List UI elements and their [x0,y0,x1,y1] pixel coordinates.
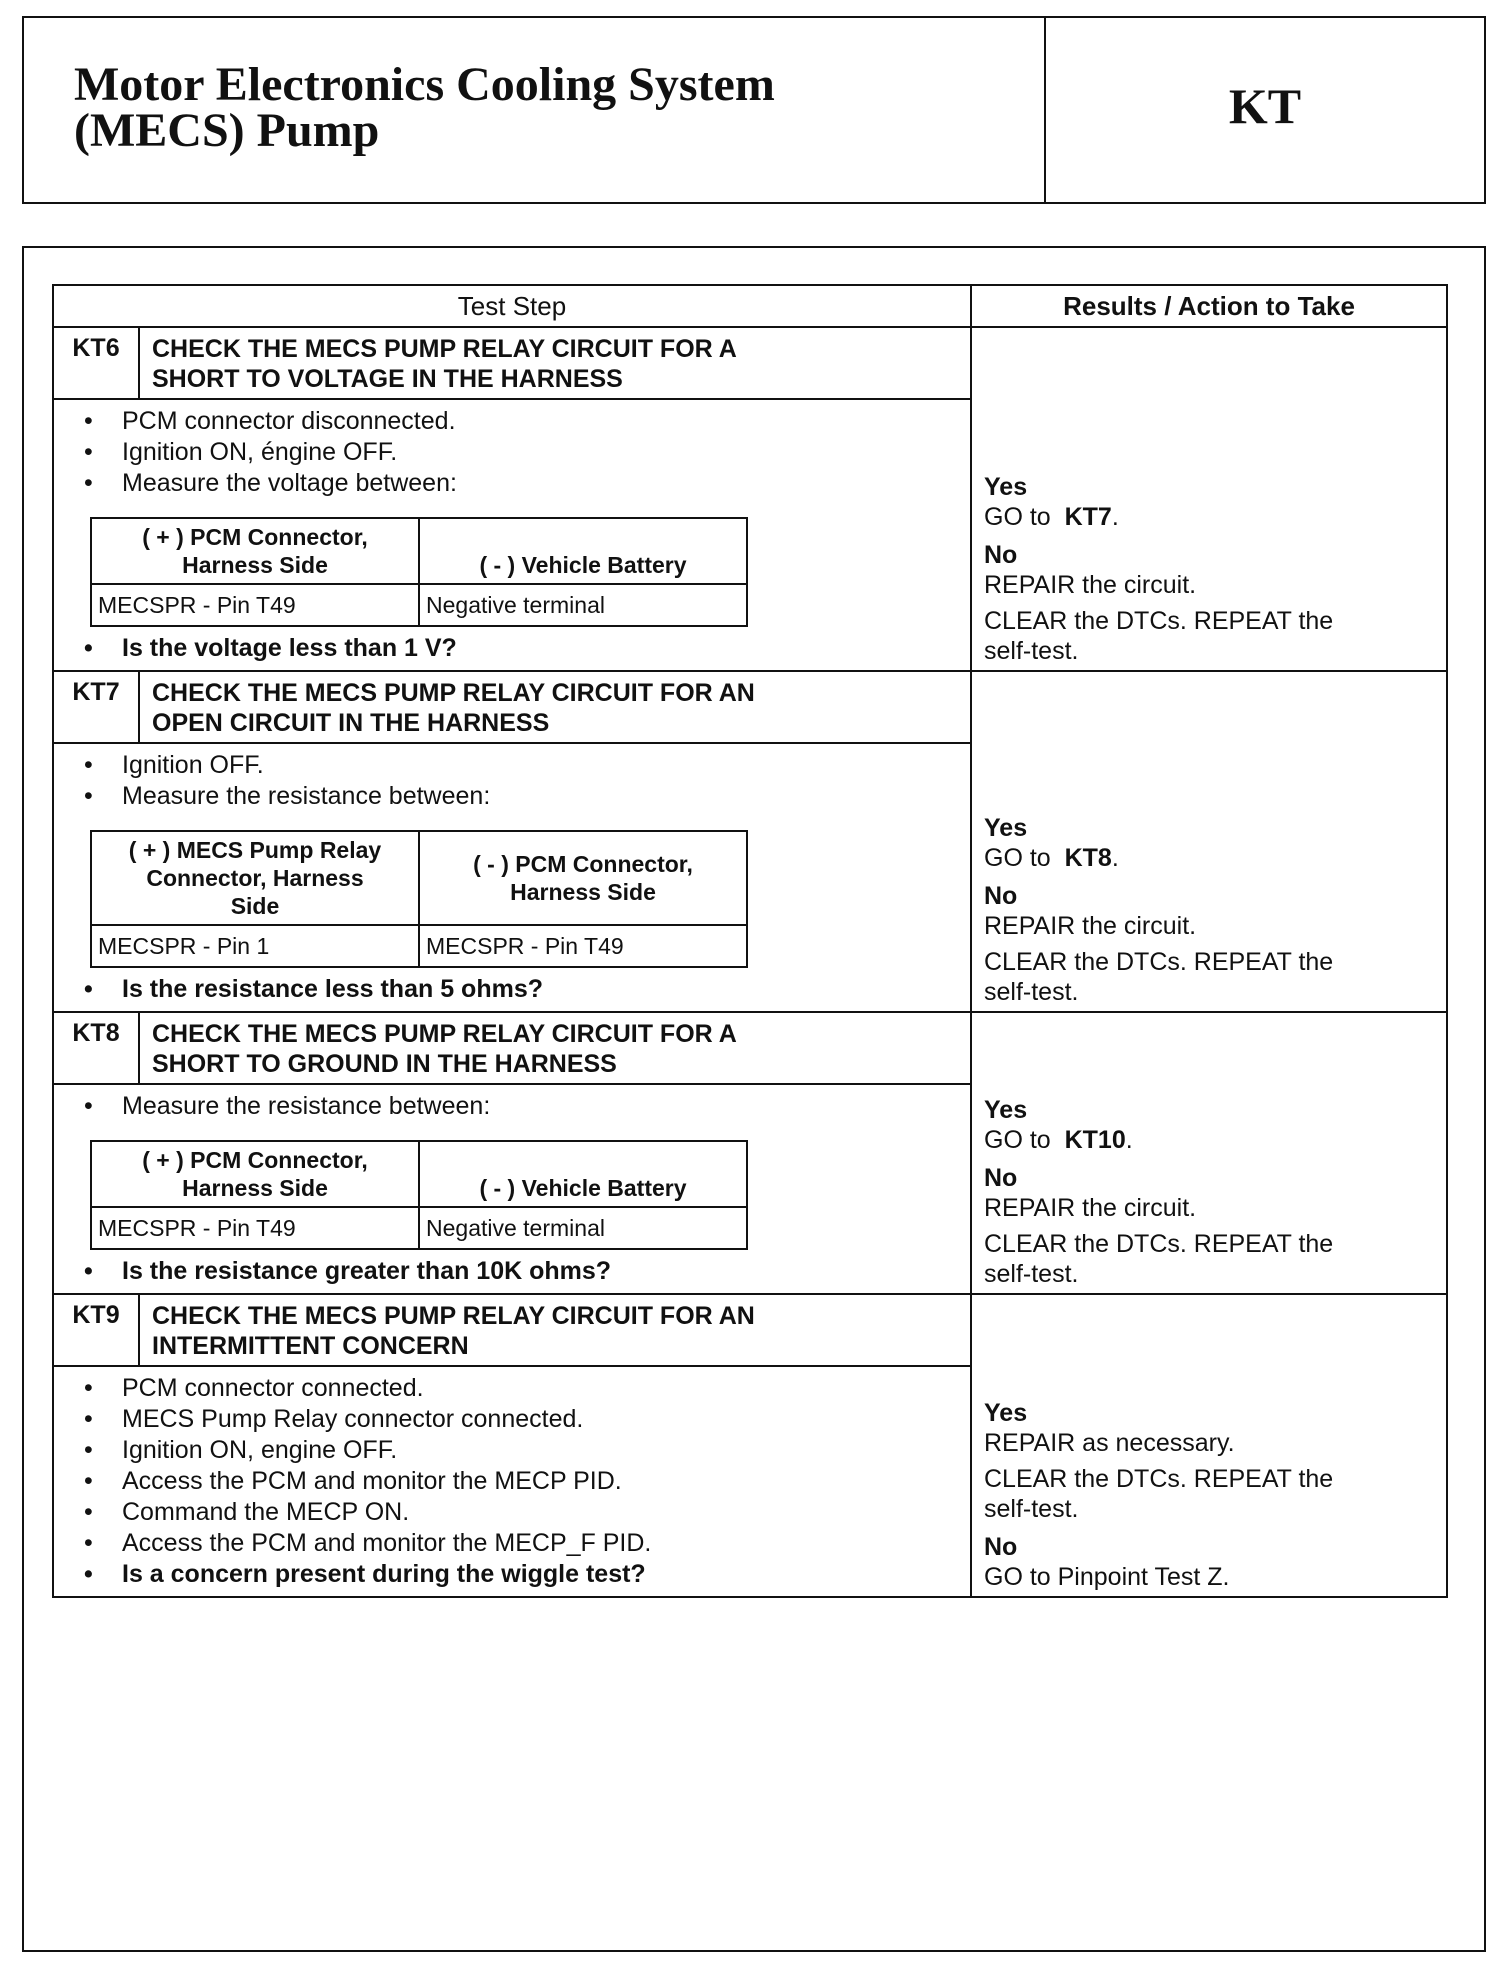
list-item: • Measure the voltage between: [76,468,960,499]
page-header [22,16,1486,204]
no-action: GO to Pinpoint Test Z. [984,1563,1230,1591]
measurement-negative-value: MECSPR - Pin T49 [419,925,747,967]
yes-action: GO to KT8. [984,844,1119,872]
measurement-negative-header: ( - ) Vehicle Battery [419,1141,747,1207]
measurement-positive-value: MECSPR - Pin T49 [91,584,419,626]
header-line: Side [230,893,280,919]
page-title-line2: (MECS) Pump [74,104,380,157]
yes-label: Yes [984,814,1028,842]
goto-target: KT8 [1064,844,1112,872]
header-line: ( + ) PCM Connector, [142,524,368,550]
clear-line: CLEAR the DTCs. REPEAT the [984,1230,1334,1258]
step-result [971,671,1447,1012]
measurement-positive-header [91,1141,419,1207]
measurement-negative-header: ( - ) Vehicle Battery [419,518,747,584]
clear-line: self-test. [984,1260,1079,1288]
step-id: KT6 [53,327,139,399]
step-instructions [76,406,960,499]
measurement-table [90,1140,748,1250]
measurement-positive-value: MECSPR - Pin 1 [91,925,419,967]
step-id: KT9 [53,1294,139,1366]
measurement-positive-value: MECSPR - Pin T49 [91,1207,419,1249]
step-title-line: SHORT TO GROUND IN THE HARNESS [152,1050,617,1078]
step-body [53,1366,971,1597]
list-item: • Access the PCM and monitor the MECP_F PID. [76,1528,960,1559]
question-text: • Is the voltage less than 1 V? [76,633,960,664]
no-action: REPAIR the circuit. [984,912,1197,940]
pinpoint-test-table [52,284,1448,1598]
page-title [24,18,1046,202]
header-line: Harness Side [182,1175,328,1201]
step-title [139,671,971,743]
header-line: ( - ) PCM Connector, [473,851,693,877]
step-title-row [53,1294,1447,1366]
step-title [139,1012,971,1084]
step-result [971,327,1447,671]
section-code: KT [1228,78,1302,134]
list-item: • Access the PCM and monitor the MECP PID. [76,1466,960,1497]
yes-action: GO to KT10. [984,1126,1133,1154]
header-line: Harness Side [510,879,656,905]
question-text: • Is the resistance less than 5 ohms? [76,974,960,1005]
goto-target: KT7 [1064,503,1112,531]
yes-label: Yes [984,1399,1028,1427]
step-body [53,1084,971,1294]
step-instructions [76,1091,960,1122]
step-title [139,327,971,399]
clear-line: self-test. [984,978,1079,1006]
header-line: ( + ) MECS Pump Relay [128,837,382,863]
step-instructions [76,750,960,812]
step-result [971,1294,1447,1597]
list-item: • Ignition ON, éngine OFF. [76,437,960,468]
header-line: ( + ) PCM Connector, [142,1147,368,1173]
clear-line: self-test. [984,637,1079,665]
list-item: • Command the MECP ON. [76,1497,960,1528]
clear-line: self-test. [984,1495,1079,1523]
step-instructions [76,1373,960,1590]
list-item: • PCM connector disconnected. [76,406,960,437]
no-label: No [984,882,1018,910]
header-line: Connector, Harness [146,865,364,891]
step-title-line: SHORT TO VOLTAGE IN THE HARNESS [152,365,623,393]
header-line: Harness Side [182,552,328,578]
list-item: • PCM connector connected. [76,1373,960,1404]
goto-text: GO to [984,1126,1051,1154]
step-body [53,399,971,671]
test-step-header: Test Step [53,285,971,327]
no-action: REPAIR the circuit. [984,1194,1197,1222]
step-id: KT8 [53,1012,139,1084]
results-header: Results / Action to Take [971,285,1447,327]
step-title-row [53,1012,1447,1084]
clear-line: CLEAR the DTCs. REPEAT the [984,607,1334,635]
no-action: REPAIR the circuit. [984,571,1197,599]
table-header-row [53,285,1447,327]
step-title-line: CHECK THE MECS PUMP RELAY CIRCUIT FOR AN [152,679,755,707]
measurement-negative-value: Negative terminal [419,1207,747,1249]
no-label: No [984,541,1018,569]
step-title-row [53,671,1447,743]
goto-text: GO to [984,503,1051,531]
list-item: • Ignition ON, engine OFF. [76,1435,960,1466]
no-label: No [984,1164,1018,1192]
measurement-table [90,517,748,627]
step-title-line: OPEN CIRCUIT IN THE HARNESS [152,709,550,737]
clear-line: CLEAR the DTCs. REPEAT the [984,948,1334,976]
list-item: • Ignition OFF. [76,750,960,781]
page-title-line1: Motor Electronics Cooling System [74,58,775,111]
yes-label: Yes [984,473,1028,501]
step-title-line: CHECK THE MECS PUMP RELAY CIRCUIT FOR A [152,1020,737,1048]
measurement-positive-header [91,831,419,925]
step-result [971,1012,1447,1294]
step-question [76,1256,960,1287]
measurement-table [90,830,748,968]
list-item: • Measure the resistance between: [76,781,960,812]
step-title-line: CHECK THE MECS PUMP RELAY CIRCUIT FOR AN [152,1302,755,1330]
yes-action: GO to KT7. [984,503,1119,531]
goto-target: KT10 [1064,1126,1126,1154]
step-title [139,1294,971,1366]
clear-line: CLEAR the DTCs. REPEAT the [984,1465,1334,1493]
step-question [76,633,960,664]
step-id: KT7 [53,671,139,743]
step-body [53,743,971,1012]
no-label: No [984,1533,1018,1561]
goto-text: GO to [984,844,1051,872]
measurement-negative-header [419,831,747,925]
yes-action: REPAIR as necessary. [984,1429,1235,1457]
step-question [76,974,960,1005]
list-item: • Measure the resistance between: [76,1091,960,1122]
step-title-line: CHECK THE MECS PUMP RELAY CIRCUIT FOR A [152,335,737,363]
question-text: • Is the resistance greater than 10K ohms? [76,1256,960,1287]
question-text: • Is a concern present during the wiggle test? [76,1559,960,1590]
measurement-negative-value: Negative terminal [419,584,747,626]
measurement-positive-header [91,518,419,584]
step-title-row [53,327,1447,399]
list-item: • MECS Pump Relay connector connected. [76,1404,960,1435]
yes-label: Yes [984,1096,1028,1124]
step-title-line: INTERMITTENT CONCERN [152,1332,469,1360]
